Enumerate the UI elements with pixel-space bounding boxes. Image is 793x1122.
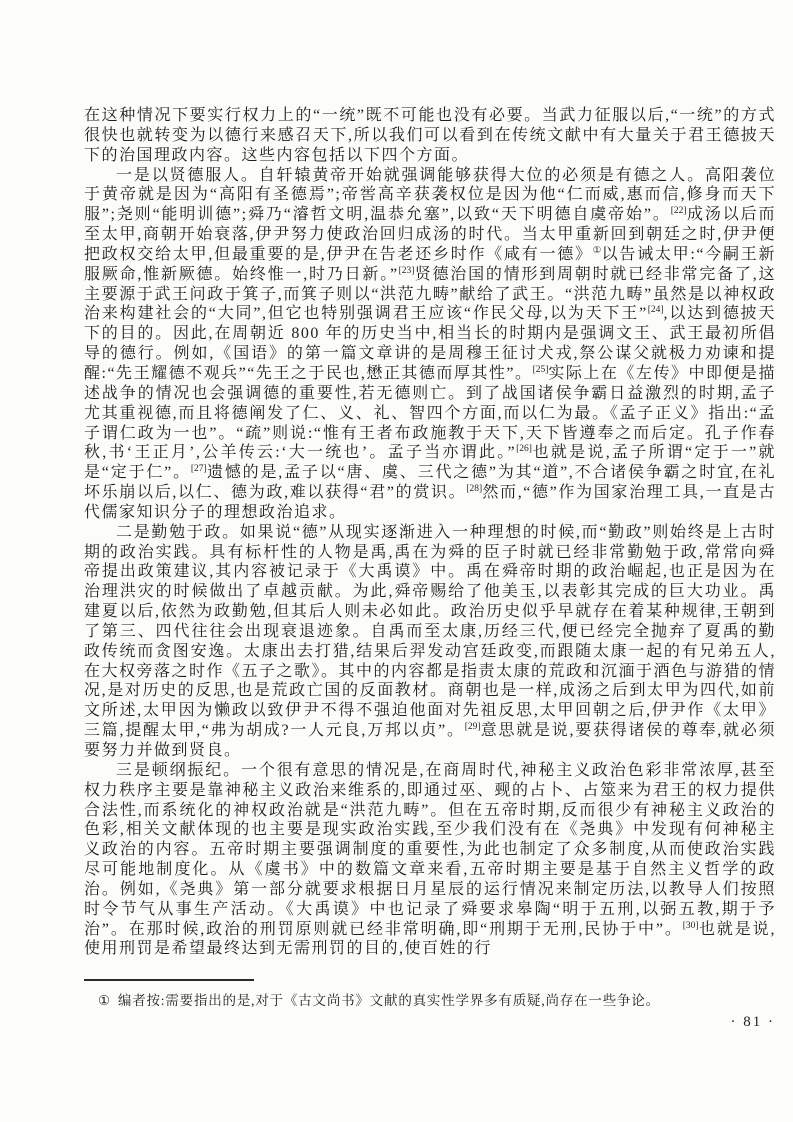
paragraph: [84, 106, 776, 166]
text-run: 意思就是说,要获得诸侯的尊奉,就必须要努力并做到贤良。: [84, 722, 776, 759]
text-run: 遗憾的是,孟子以“唐、虞、三代之德”为其“道”,不合诸侯争霸之时宜,在礼坏乐崩以后,以仁、德为政,难以获得“君”的赏识。: [84, 464, 776, 502]
footnote-ref: ①: [592, 245, 602, 256]
text-run: 实际上在《左传》中即便是描述战争的情况也会强调德的重要性,若无德则亡。到了战国诸侯争霸日益激烈的时期,孟子尤其重视德,而且将德阐发了仁、义、礼、智四个方面,而以仁为最。《孟子正义》指出:“孟子谓仁政为一也”。“疏”则说:“惟有王者布政施教于天下,天下皆遵奉之而后定。孔子作春秋,书‘王正月’,公羊传云:‘大一统也’。孟子当亦谓此。”: [84, 364, 776, 462]
citation-ref: [30]: [682, 920, 699, 931]
footnote-marker: ①: [98, 993, 111, 1008]
paragraph: [84, 761, 776, 959]
text-run: 然而,“德”作为国家治理工具,一直是古代儒家知识分子的理想政治追求。: [84, 484, 776, 521]
text-run: 二是勤勉于政。如果说“德”从现实逐渐进入一种理想的时候,而“勤政”则始终是上古时期的政治实践。具有标杆性的人物是禹,禹在为舜的臣子时就已经非常勤勉于政,常常向舜帝提出政策建议,其内容被记录于《大禹谟》中。禹在舜帝时期的政治崛起,也正是因为在治理洪灾的时候做出了卓越贡献。为此,舜帝赐给了他美玉,以表彰其完成的巨大功业。禹建夏以后,依然为政勤勉,但其后人则未必如此。政治历史似乎早就存在着某种规律,王朝到了第三、四代往往会出现衰退迹象。自禹而至太康,历经三代,便已经完全抛弃了夏禹的勤政传统而贪图安逸。太康出去打猎,结果后羿发动宫廷政变,而跟随太康一起的有兄弟五人,在大权旁落之时作《五子之歌》。其中的内容都是指责太康的荒政和沉湎于酒色与游猎的情况,是对历史的反思,也是荒政亡国的反面教材。商朝也是一样,成汤之后到太甲为四代,如前文所述,太甲因为懒政以致伊尹不得不强迫他面对先祖反思,太甲回朝之后,伊尹作《太甲》三篇,提醒太甲,“弗为胡成?一人元良,万邦以贞”。: [84, 523, 777, 740]
citation-ref: [23]: [398, 265, 415, 276]
paragraph: [84, 166, 776, 523]
text-run: 贤德治国的情形到周朝时就已经非常完备了,这主要源于武王问政于箕子,而箕子则以“洪范九畴”献给了武王。“洪范九畴”虽然是以神权政治来构建社会的“大同”,但它也特别强调君王应该“作民父母,以为天下王”: [84, 265, 776, 323]
citation-ref: [28]: [466, 484, 483, 495]
text-run: 也就是说,孟子所谓“定于一”就是“定于仁”。: [84, 444, 776, 482]
text-run: 也就是说,使用刑罚是希望最终达到无需刑罚的目的,使百姓的行: [84, 920, 776, 958]
paragraph: [84, 523, 776, 761]
text-run: 一是以贤德服人。自轩辕黄帝开始就强调能够获得大位的必须是有德之人。高阳袭位于黄帝就是因为“高阳有圣德焉”;帝喾高辛获袭权位是因为他“仁而威,惠而信,修身而天下服”;尧则“能明训德”;舜乃“濬哲文明,温恭允塞”,以致“天下明德自虞帝始”。: [84, 166, 776, 224]
text-run: 以告诫太甲:“今嗣王新服厥命,惟新厥德。始终惟一,时乃日新。”: [84, 245, 776, 283]
citation-ref: [22]: [670, 206, 687, 217]
footnote-text: 编者按:需要指出的是,对于《古文尚书》文献的真实性学界多有质疑,尚存在一些争论。: [117, 993, 660, 1008]
text-run: 三是顿纲振纪。一个很有意思的情况是,在商周时代,神秘主义政治色彩非常浓厚,甚至权力秩序主要是靠神秘主义政治来维系的,即通过巫、觋的占卜、占筮来为君王的权力提供合法性,而系统化的神权政治就是“洪范九畴”。但在五帝时期,反而很少有神秘主义政治的色彩,相关文献体现的也主要是现实政治实践,至少我们没有在《尧典》中发现有何神秘主义政治的内容。五帝时期主要强调制度的重要性,为此也制定了众多制度,从而使政治实践尽可能地制度化。从《虞书》中的数篇文章来看,五帝时期主要是基于自然主义哲学的政治。例如,《尧典》第一部分就要求根据日月星辰的运行情况来制定历法,以教导人们按照时令节气从事生产活动。《大禹谟》中也记录了舜要求皋陶“明于五刑,以弼五教,期于予治”。在那时候,政治的刑罚原则就已经非常明确,即“刑期于无刑,民协于中”。: [84, 761, 776, 938]
page-number: · 81 ·: [730, 1014, 775, 1030]
text-run: 成汤以后而至太甲,商朝开始衰落,伊尹努力使政治回归成汤的时代。当太甲重新回到朝廷之时,伊尹便把政权交给太甲,但最重要的是,伊尹在告老还乡时作《咸有一德》: [84, 206, 776, 263]
citation-ref: [26]: [516, 444, 532, 455]
citation-ref: [24]: [647, 305, 664, 316]
body-text: [84, 106, 776, 959]
citation-ref: [25]: [532, 364, 549, 375]
text-run: 在这种情况下要实行权力上的“一统”既不可能也没有必要。当武力征服以后,“一统”的方式很快也就转变为以德行来感召天下,所以我们可以看到在传统文献中有大量关于君王德披天下的治国理政内容。这些内容包括以下四个方面。: [84, 107, 776, 164]
footnote: [98, 992, 743, 1010]
citation-ref: [27]: [190, 464, 207, 475]
citation-ref: [29]: [464, 722, 481, 733]
text-run: ,以达到德披天下的目的。因此,在周朝近 800 年的历史当中,相当长的时期内是强调文王、武王最初所倡导的德行。例如,《国语》的第一篇文章讲的是周穆王征讨犬戎,祭公谋父就极力劝谏和提醒:“先王耀德不观兵”“先王之于民也,懋正其德而厚其性”。: [84, 305, 776, 382]
footnote-divider: [84, 979, 254, 981]
